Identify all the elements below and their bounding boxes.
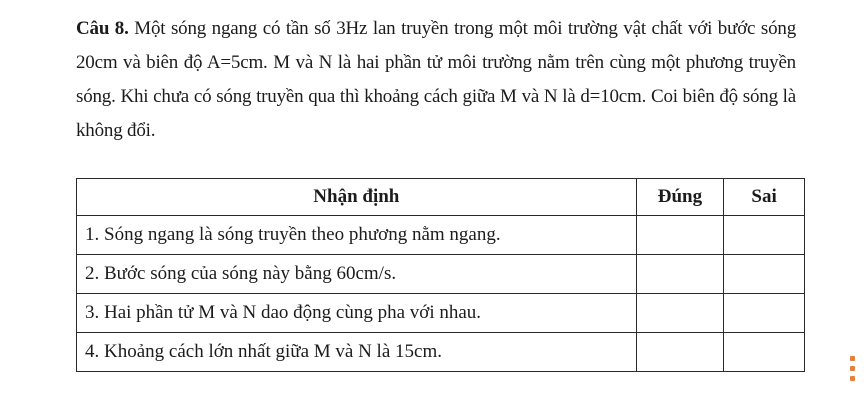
true-answer-cell[interactable] bbox=[636, 216, 724, 255]
false-answer-cell[interactable] bbox=[724, 333, 805, 372]
question-label: Câu 8. bbox=[76, 18, 129, 39]
table-row bbox=[77, 255, 805, 294]
statement-cell: 2. Bước sóng của sóng này bằng 60cm/s. bbox=[77, 255, 637, 294]
table-row bbox=[77, 216, 805, 255]
statement-cell: 3. Hai phần tử M và N dao động cùng pha với nhau. bbox=[77, 294, 637, 333]
edge-mark-dot bbox=[850, 366, 855, 371]
header-statement: Nhận định bbox=[77, 179, 637, 216]
true-answer-cell[interactable] bbox=[636, 255, 724, 294]
header-true: Đúng bbox=[636, 179, 724, 216]
table-row bbox=[77, 294, 805, 333]
header-false: Sai bbox=[724, 179, 805, 216]
true-false-table bbox=[76, 178, 805, 372]
edge-mark-dot bbox=[850, 356, 855, 361]
false-answer-cell[interactable] bbox=[724, 216, 805, 255]
edge-mark-dot bbox=[850, 376, 855, 381]
false-answer-cell[interactable] bbox=[724, 294, 805, 333]
true-answer-cell[interactable] bbox=[636, 333, 724, 372]
question-block bbox=[76, 12, 796, 148]
statement-cell: 4. Khoảng cách lớn nhất giữa M và N là 15cm. bbox=[77, 333, 637, 372]
false-answer-cell[interactable] bbox=[724, 255, 805, 294]
table-header-row bbox=[77, 179, 805, 216]
page-edge-marks bbox=[850, 356, 856, 392]
statement-cell: 1. Sóng ngang là sóng truyền theo phương nằm ngang. bbox=[77, 216, 637, 255]
true-answer-cell[interactable] bbox=[636, 294, 724, 333]
question-text: Một sóng ngang có tần số 3Hz lan truyền trong một môi trường vật chất với bước sóng 20cm và biên độ A=5cm. M và N là hai phần tử môi trường nằm trên cùng một phương truyền sóng. Khi chưa có sóng truyền qua thì khoảng cách giữa M và N là d=10cm. Coi biên độ sóng là không đổi. bbox=[76, 18, 796, 141]
table-row bbox=[77, 333, 805, 372]
